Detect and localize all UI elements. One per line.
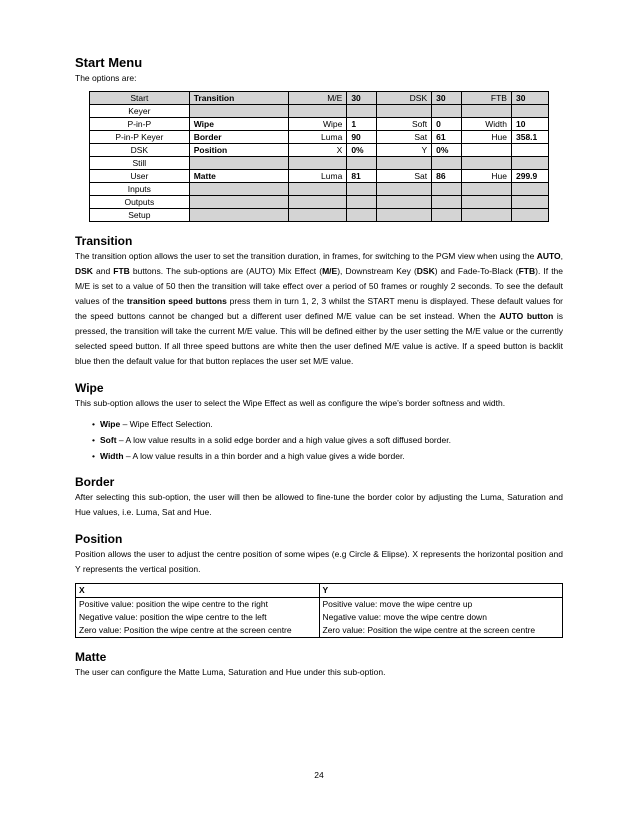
- table-cell: [511, 209, 548, 222]
- table-cell: P-in-P Keyer: [90, 131, 190, 144]
- table-cell: 10: [511, 118, 548, 131]
- table-row: [90, 131, 549, 144]
- table-cell: Setup: [90, 209, 190, 222]
- table-cell: [189, 157, 289, 170]
- table-cell: Matte: [189, 170, 289, 183]
- matte-paragraph: The user can configure the Matte Luma, Saturation and Hue under this sub-option.: [75, 667, 386, 677]
- table-cell: [432, 157, 462, 170]
- table-cell: 0: [432, 118, 462, 131]
- start-menu-intro: The options are:: [75, 73, 137, 83]
- table-cell: [289, 183, 347, 196]
- table-row: [90, 118, 549, 131]
- table-cell: Y: [377, 144, 432, 157]
- table-cell: [462, 209, 512, 222]
- position-heading: Position: [75, 532, 123, 546]
- table-cell: 0%: [432, 144, 462, 157]
- border-heading: Border: [75, 475, 115, 489]
- list-item: • Width – A low value results in a thin border and a high value gives a wide border.: [92, 451, 405, 461]
- table-cell: Transition: [189, 92, 289, 105]
- table-cell: [347, 157, 377, 170]
- list-item: • Soft – A low value results in a solid edge border and a high value gives a soft diffused border.: [92, 435, 451, 445]
- table-row: [90, 157, 549, 170]
- table-cell: 30: [511, 92, 548, 105]
- table-cell: Hue: [462, 131, 512, 144]
- table-cell: [189, 196, 289, 209]
- table-cell: [347, 209, 377, 222]
- table-cell: [289, 157, 347, 170]
- table-cell: [511, 196, 548, 209]
- table-cell: 299.9: [511, 170, 548, 183]
- table-cell: [289, 196, 347, 209]
- table-cell: [462, 196, 512, 209]
- wipe-intro: This sub-option allows the user to select the Wipe Effect as well as configure the wipe’s border softness and width.: [75, 398, 506, 408]
- transition-heading: Transition: [75, 234, 133, 248]
- table-cell: [432, 183, 462, 196]
- table-cell: 81: [347, 170, 377, 183]
- table-cell: [432, 196, 462, 209]
- border-paragraph: After selecting this sub-option, the user will then be allowed to fine-tune the border color by adjusting the Luma, Saturation and Hue values, i.e. Luma, Sat and Hue.: [75, 492, 563, 517]
- table-row: [90, 209, 549, 222]
- table-cell: Outputs: [90, 196, 190, 209]
- table-cell: 86: [432, 170, 462, 183]
- table-cell: [189, 105, 289, 118]
- table-cell: M/E: [289, 92, 347, 105]
- table-cell: [347, 105, 377, 118]
- table-row: [90, 183, 549, 196]
- table-cell: DSK: [90, 144, 190, 157]
- table-cell: Inputs: [90, 183, 190, 196]
- table-cell: [511, 157, 548, 170]
- table-cell: [511, 105, 548, 118]
- table-cell: 1: [347, 118, 377, 131]
- table-cell: Position: [189, 144, 289, 157]
- list-item: • Wipe – Wipe Effect Selection.: [92, 419, 213, 429]
- table-cell: X: [289, 144, 347, 157]
- table-cell: DSK: [377, 92, 432, 105]
- table-cell: Still: [90, 157, 190, 170]
- x-description: Positive value: position the wipe centre to the right Negative value: position the wipe centre to the left Zero value: Position the wipe centre at the screen centre: [76, 598, 320, 638]
- table-cell: Keyer: [90, 105, 190, 118]
- table-cell: [511, 183, 548, 196]
- table-cell: 30: [347, 92, 377, 105]
- table-cell: 61: [432, 131, 462, 144]
- table-row: [90, 196, 549, 209]
- table-row: [90, 105, 549, 118]
- table-cell: [347, 183, 377, 196]
- table-cell: [377, 105, 432, 118]
- table-cell: [377, 157, 432, 170]
- transition-paragraph: The transition option allows the user to set the transition duration, in frames, for switching to the PGM view when using the AUTO, DSK and FTB buttons. The sub-options are (AUTO) Mix Effect (M/E), Downstream Key (DSK) and Fade-To-Black (FTB). If the M/E is set to a value of 50 then the transition will take effect over a period of 50 frames or roughly 2 seconds. To see the default values of the transition speed buttons press them in turn 1, 2, 3 whilst the START menu is displayed. These default values for the speed buttons cannot be changed but a different user defined M/E value can be set instead. When the AUTO button is pressed, the transition will take the current M/E value. This will be defined either by the user setting the M/E value or the currently selected speed button. If all three speed buttons are white then the user defined M/E value is active. If a speed button is backlit blue then the default value for that button replaces the user set M/E value.: [75, 251, 564, 366]
- table-cell: Luma: [289, 131, 347, 144]
- table-cell: Sat: [377, 131, 432, 144]
- table-cell: Wipe: [289, 118, 347, 131]
- document-page: [75, 55, 563, 680]
- table-cell: 358.1: [511, 131, 548, 144]
- table-cell: [462, 144, 512, 157]
- table-cell: User: [90, 170, 190, 183]
- table-cell: Luma: [289, 170, 347, 183]
- table-cell: Wipe: [189, 118, 289, 131]
- table-cell: [511, 144, 548, 157]
- position-table: [75, 583, 563, 638]
- table-row: [90, 92, 549, 105]
- table-cell: [189, 183, 289, 196]
- y-description: Positive value: move the wipe centre up Negative value: move the wipe centre down Zero value: Position the wipe centre at the screen centre: [319, 598, 563, 638]
- x-header: X: [76, 584, 320, 598]
- page-number: 24: [314, 770, 324, 780]
- table-cell: 30: [432, 92, 462, 105]
- matte-heading: Matte: [75, 650, 107, 664]
- wipe-heading: Wipe: [75, 381, 104, 395]
- table-cell: [289, 209, 347, 222]
- table-cell: Width: [462, 118, 512, 131]
- table-cell: [432, 209, 462, 222]
- table-cell: [377, 183, 432, 196]
- table-cell: [377, 196, 432, 209]
- table-cell: [462, 157, 512, 170]
- table-cell: [377, 209, 432, 222]
- table-cell: Hue: [462, 170, 512, 183]
- table-cell: 0%: [347, 144, 377, 157]
- table-cell: [432, 105, 462, 118]
- start-menu-table: [89, 91, 549, 222]
- table-cell: Soft: [377, 118, 432, 131]
- table-cell: [347, 196, 377, 209]
- wipe-list: [75, 417, 563, 464]
- y-header: Y: [319, 584, 563, 598]
- table-row: [90, 170, 549, 183]
- table-cell: [189, 209, 289, 222]
- table-cell: [289, 105, 347, 118]
- table-cell: P-in-P: [90, 118, 190, 131]
- table-cell: [462, 183, 512, 196]
- position-paragraph: Position allows the user to adjust the centre position of some wipes (e.g Circle & Elipse). X represents the horizontal position and Y represents the vertical position.: [75, 549, 563, 574]
- table-cell: Border: [189, 131, 289, 144]
- table-cell: Sat: [377, 170, 432, 183]
- table-cell: [462, 105, 512, 118]
- table-cell: FTB: [462, 92, 512, 105]
- table-cell: Start: [90, 92, 190, 105]
- table-row: [90, 144, 549, 157]
- start-menu-heading: Start Menu: [75, 55, 143, 70]
- table-cell: 90: [347, 131, 377, 144]
